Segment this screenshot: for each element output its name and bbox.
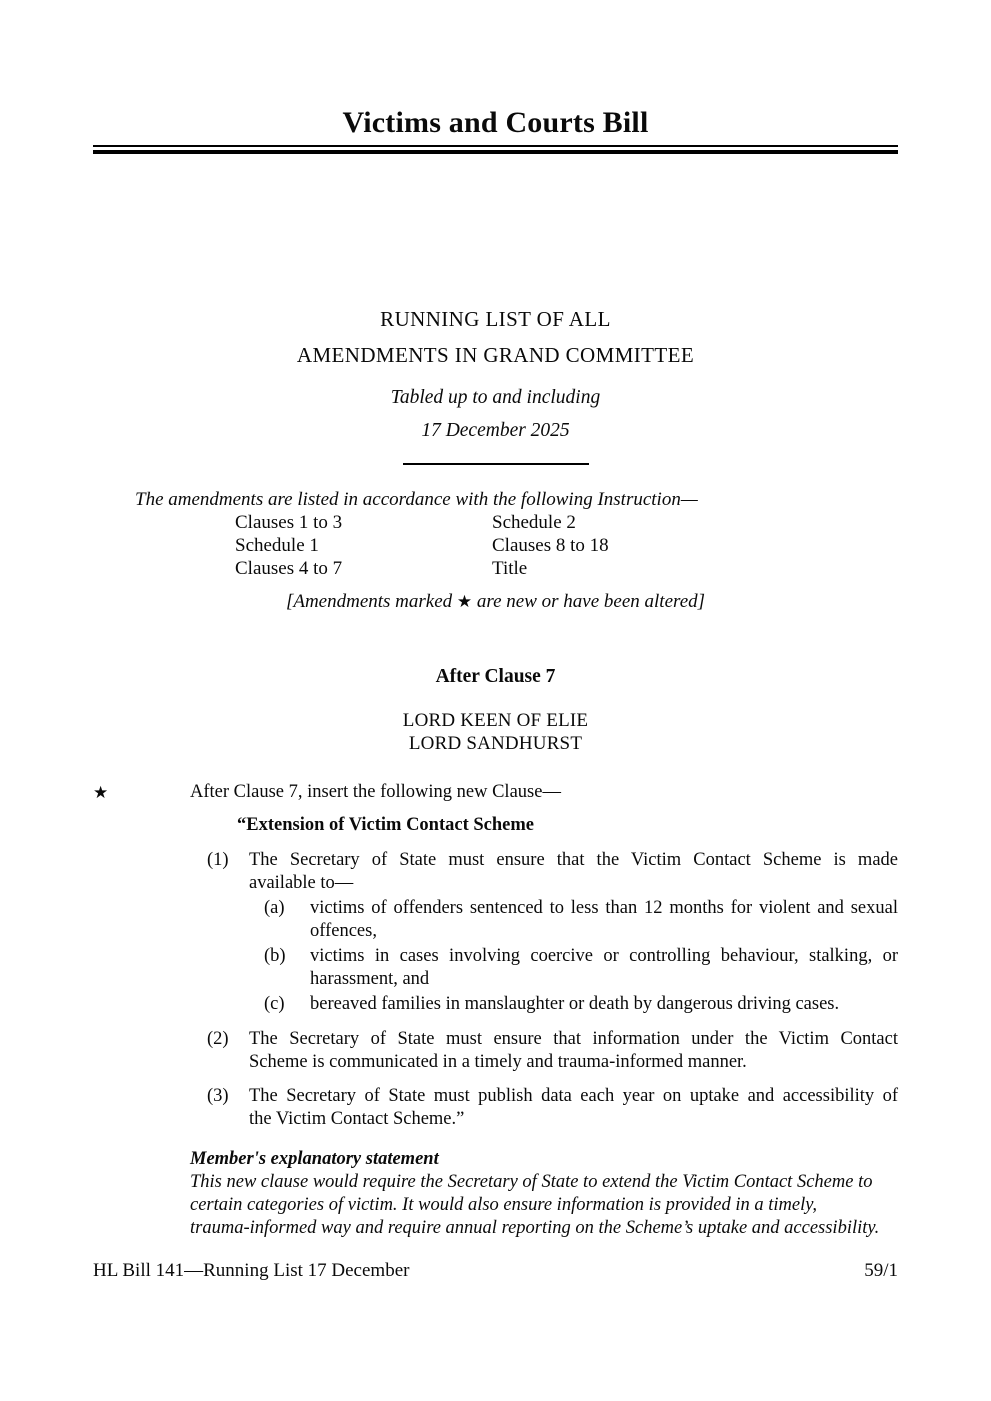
subsection-body: [249, 1028, 898, 1074]
separator-rule: [403, 463, 589, 465]
sponsor-name: LORD SANDHURST: [408, 733, 583, 754]
explanatory-statement-line: certain categories of victim. It would also ensure information is provided in a timely,: [190, 1195, 818, 1215]
page-footer: [93, 1259, 898, 1282]
subsection-text-line: The Secretary of State must ensure that the Victim Contact Scheme is made: [249, 850, 898, 870]
paragraph-letter: (b): [264, 946, 286, 966]
marker-legend-prefix: [Amendments marked: [285, 591, 457, 612]
running-list-heading-line-2: AMENDMENTS IN GRAND COMMITTEE: [296, 343, 695, 367]
marker-legend-suffix: are new or have been altered]: [472, 591, 706, 612]
instruction-column-2: [492, 511, 609, 580]
paragraph-body: [310, 993, 898, 1016]
amendment-lead: [93, 781, 898, 804]
explanatory-statement-line: trauma-informed way and require annual reporting on the Scheme’s uptake and accessibility.: [190, 1218, 880, 1238]
instruction-item: Schedule 2: [492, 512, 576, 533]
new-clause-title: “Extension of Victim Contact Scheme: [237, 815, 534, 835]
subsection-1: [93, 849, 898, 1016]
instruction-column-1: [235, 511, 492, 580]
subsection-body: [249, 849, 898, 1016]
explanatory-statement-line: This new clause would require the Secretary of State to extend the Victim Contact Scheme to: [190, 1172, 873, 1192]
paragraph-text-line: offences,: [310, 921, 377, 941]
star-icon: ★: [456, 592, 473, 611]
paragraph-letter: (c): [264, 994, 285, 1014]
paragraph-c: [249, 993, 898, 1016]
subsection-number: (1): [207, 850, 229, 870]
paragraph-body: [310, 945, 898, 991]
title-rule-thin: [93, 145, 898, 147]
explanatory-statement-heading: Member's explanatory statement: [190, 1149, 439, 1169]
paragraph-b: [249, 945, 898, 991]
instruction-intro: The amendments are listed in accordance with the following Instruction—: [135, 489, 698, 510]
paragraph-text-line: harassment, and: [310, 969, 430, 989]
instruction-item: Clauses 1 to 3: [235, 512, 343, 533]
sponsor-name: LORD KEEN OF ELIE: [402, 710, 589, 731]
page-content: [93, 0, 898, 1282]
running-list-heading-line-1: RUNNING LIST OF ALL: [380, 307, 611, 331]
subsection-3: [93, 1085, 898, 1131]
paragraph-body: [310, 897, 898, 943]
instruction-item: Clauses 8 to 18: [492, 535, 609, 556]
tabled-date: 17 December 2025: [421, 420, 570, 441]
marker-legend: [93, 590, 898, 613]
subsection-text-line: available to—: [249, 873, 354, 893]
instruction-order-list: [93, 511, 898, 580]
subsection-text-line: Scheme is communicated in a timely and trauma-informed manner.: [249, 1052, 747, 1072]
tabled-note-line-1: Tabled up to and including: [390, 387, 601, 408]
paragraph-text-line: victims of offenders sentenced to less than 12 months for violent and sexual: [310, 898, 898, 918]
subsection-number: (3): [207, 1086, 229, 1106]
subsection-2: [93, 1028, 898, 1074]
footer-bill-reference: HL Bill 141—Running List 17 December: [93, 1260, 410, 1281]
section-heading: After Clause 7: [435, 666, 556, 687]
instruction-item: Clauses 4 to 7: [235, 558, 343, 579]
subsection-body: [249, 1085, 898, 1131]
paragraph-a: [249, 897, 898, 943]
title-rule-thick: [93, 150, 898, 154]
footer-page-number: 59/1: [864, 1260, 898, 1281]
subsection-text-line: The Secretary of State must publish data each year on uptake and accessibility of: [249, 1086, 898, 1106]
paragraph-text-line: bereaved families in manslaughter or death by dangerous driving cases.: [310, 994, 840, 1014]
subsection-text-line: The Secretary of State must ensure that information under the Victim Contact: [249, 1029, 898, 1049]
new-amendment-star-icon: ★: [93, 783, 109, 802]
subsection-text-line: the Victim Contact Scheme.”: [249, 1109, 465, 1129]
bill-title: Victims and Courts Bill: [342, 106, 649, 139]
instruction-item: Title: [492, 558, 528, 579]
paragraph-letter: (a): [264, 898, 285, 918]
paragraph-text-line: victims in cases involving coercive or controlling behaviour, stalking, or: [310, 946, 898, 966]
amendment-instruction: After Clause 7, insert the following new Clause—: [190, 782, 561, 802]
subsection-number: (2): [207, 1029, 229, 1049]
instruction-item: Schedule 1: [235, 535, 319, 556]
